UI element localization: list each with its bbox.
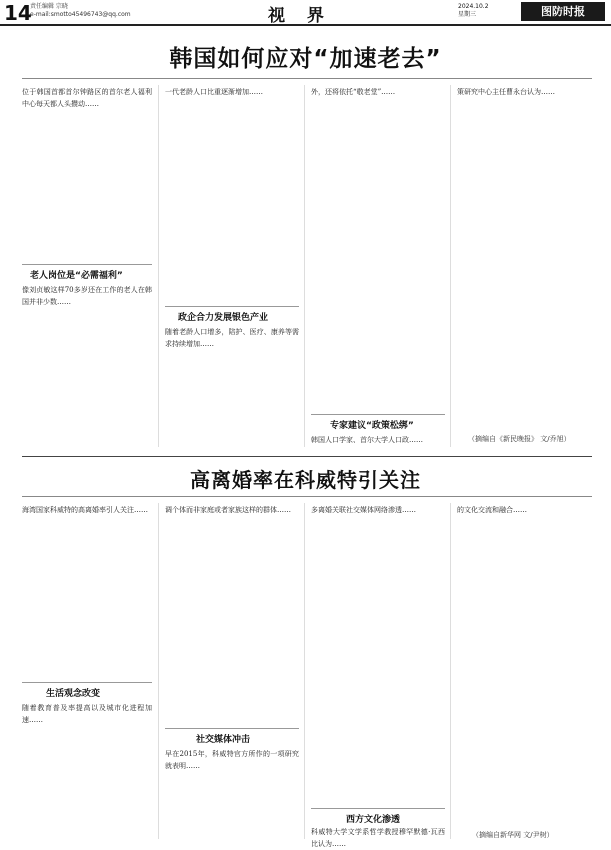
article1-headline: 韩国如何应对“加速老去” [169, 46, 442, 72]
article2-col2b: 早在2015年，科威特官方所作的一项研究就表明…… [165, 750, 299, 770]
article1-col3: 外，还将依托“敬老堂”…… [311, 88, 396, 96]
page-number: 14 [4, 1, 32, 25]
col-separator [450, 85, 451, 447]
article2-col1: 海湾国家科威特的高离婚率引人关注…… [22, 506, 148, 514]
subhead-rule [311, 808, 445, 809]
article1-col1b: 像刘贞敏这样70多岁还在工作的老人在韩国并非少数…… [22, 286, 152, 306]
subhead-rule [22, 682, 152, 683]
article1-col2: 一代老龄人口比重逐渐增加…… [165, 88, 263, 96]
article2-headline: 高离婚率在科威特引关注 [190, 468, 421, 492]
subhead-rule [311, 414, 445, 415]
issue-date-value: 2024.10.2 [458, 3, 489, 10]
issue-weekday: 星期三 [458, 11, 477, 18]
subhead-rule [165, 728, 299, 729]
col-separator [304, 85, 305, 447]
article2-top-rule [22, 496, 592, 497]
masthead [0, 0, 611, 26]
col-separator [158, 85, 159, 447]
article1-subhead-3: 专家建议“政策松绑” [330, 421, 414, 431]
col-separator [304, 503, 305, 839]
article2-subhead-1: 生活观念改变 [46, 689, 101, 699]
article1-subhead-2: 政企合力发展银色产业 [178, 313, 269, 323]
article-divider [22, 456, 592, 457]
editor-email: e-mail:smotto45496743@qq.com [30, 11, 131, 18]
editor-name: 责任编辑 宗晓 [30, 3, 68, 10]
article2-subhead-3: 西方文化渗透 [346, 815, 401, 825]
article2-col1b: 随着教育普及率提高以及城市化进程加速…… [22, 704, 152, 724]
section-title: 视 界 [268, 6, 332, 26]
article2-col3: 多离婚关联社交媒体网络渗透…… [311, 506, 416, 514]
newspaper-logo: 图防时报 [521, 2, 605, 21]
article1-top-rule [22, 78, 592, 79]
article1-subhead-1: 老人岗位是“必需福利” [30, 271, 123, 281]
col-separator [158, 503, 159, 839]
subhead-rule [22, 264, 152, 265]
article1-col1: 位于韩国首都首尔钟路区的首尔老人福利中心每天都人头攒动…… [22, 88, 152, 108]
article2-col3b: 科威特大学文学系哲学教授穆罕默德·瓦西比认为…… [311, 828, 445, 848]
subhead-rule [165, 306, 299, 307]
article2-col4: 的文化交流和融合…… [457, 506, 527, 514]
article1-col3b: 韩国人口学家、首尔大学人口政…… [311, 436, 423, 444]
article2-credit: （摘编自新华网 文/尹树） [472, 831, 554, 839]
article1-col4: 策研究中心主任曹永台认为…… [457, 88, 555, 96]
article1-col2b: 随着老龄人口增多，陪护、医疗、康养等需求持续增加…… [165, 328, 299, 348]
article1-credit: （摘编自《新民晚报》 文/乔旭） [468, 435, 571, 443]
col-separator [450, 503, 451, 839]
article2-subhead-2: 社交媒体冲击 [196, 735, 251, 745]
editor-info [30, 3, 131, 19]
issue-date [458, 3, 489, 19]
article2-col2: 调个体而非家庭或者家族这样的群体…… [165, 506, 291, 514]
